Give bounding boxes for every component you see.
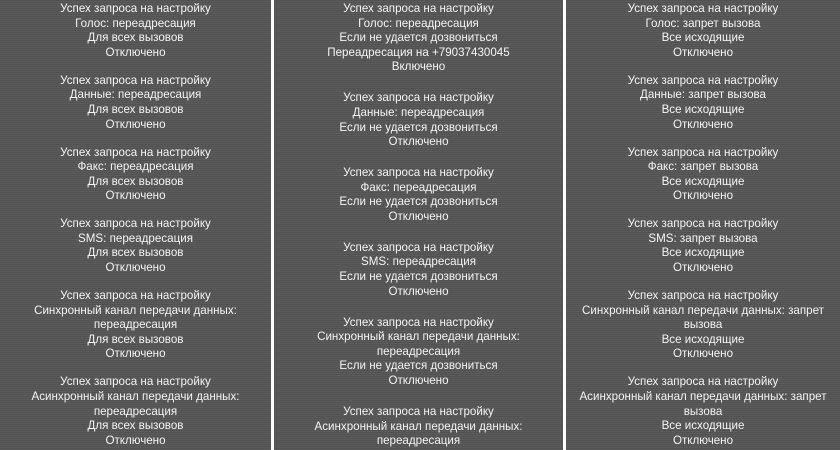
message-line: Успех запроса на настройку [343,2,494,15]
message-line: Включено [391,60,446,74]
message-line: Все исходящие [661,102,745,116]
message-line: Данные: запрет вызова [639,88,766,102]
message-line: Синхронный канал передачи данных: [317,330,520,344]
message-line: SMS: переадресация [361,255,476,269]
message-line: Успех запроса на настройку [343,315,494,329]
message-line: Отключено [388,135,449,149]
message-line: Отключено [672,261,734,275]
message-line: Для всех вызовов [87,31,184,45]
dialog-panel-call-barring [566,0,840,450]
message-line: Синхронный канал передачи данных: [34,303,237,317]
status-message [566,289,840,362]
message-list [274,2,563,450]
message-line: переадресация [376,344,461,358]
message-line: Для всех вызовов [87,246,184,260]
status-message [274,91,563,149]
message-line: Если не удается дозвониться [339,31,498,45]
message-line: Отключено [105,117,166,131]
message-line: Отключено [672,117,734,131]
message-line: Отключено [105,433,166,447]
status-message [0,375,271,448]
message-line: Отключено [105,45,166,59]
message-line: Для всех вызовов [87,174,184,188]
status-message [566,2,840,60]
message-line: Все исходящие [661,332,745,346]
message-line: Все исходящие [661,31,745,45]
status-message [566,375,840,448]
message-line: Отключено [105,347,166,361]
message-line: Все исходящие [661,246,745,260]
status-message [0,146,271,204]
message-line: Для всех вызовов [87,332,184,346]
message-line: Успех запроса на настройку [60,2,211,15]
message-line: Успех запроса на настройку [60,375,211,389]
status-message [274,2,563,75]
message-line: Синхронный канал передачи данных: запрет [582,303,824,317]
message-line: Если не удается дозвониться [339,359,498,373]
message-line: Данные: переадресация [352,105,485,119]
message-line: Успех запроса на настройку [343,91,494,105]
message-line: Отключено [388,284,449,298]
message-line: Успех запроса на настройку [60,73,211,87]
message-line: Все исходящие [661,419,745,433]
message-line: Успех запроса на настройку [627,375,779,389]
dialog-panel-forwarding-all-calls [0,0,271,450]
message-line: переадресация [376,434,461,448]
message-line: Факс: переадресация [360,180,477,194]
status-message [0,74,271,132]
message-line: Асинхронный канал передачи данных: [31,390,240,404]
message-line: Успех запроса на настройку [60,289,211,303]
message-line: SMS: запрет вызова [648,231,758,245]
message-line: Все исходящие [661,174,745,188]
status-message [274,241,563,299]
status-message [566,146,840,204]
message-line: Успех запроса на настройку [343,405,494,419]
message-line: Для всех вызовов [87,419,184,433]
message-line: Если не удается дозвониться [339,270,498,284]
status-message [274,316,563,389]
message-line: Голос: запрет вызова [645,16,761,30]
message-line: Переадресация на +79037430045 [327,45,510,59]
message-line: Отключено [105,261,166,275]
message-line: Отключено [672,347,734,361]
message-line: Успех запроса на настройку [627,2,779,15]
message-line: Успех запроса на настройку [343,166,494,180]
status-message [0,289,271,362]
message-line: Асинхронный канал передачи данных: [314,419,523,433]
message-line: Отключено [388,209,449,223]
status-message [0,2,271,60]
status-message [566,217,840,275]
message-line: Для всех вызовов [87,102,184,116]
message-line: Успех запроса на настройку [627,289,779,303]
message-list [0,2,271,450]
message-line: Успех запроса на настройку [627,145,779,159]
status-message [566,74,840,132]
message-line: Голос: переадресация [75,16,196,30]
message-line: вызова [683,318,723,332]
message-line: Успех запроса на настройку [343,240,494,254]
message-line: переадресация [93,318,178,332]
status-message [274,405,563,449]
message-line: переадресация [93,404,178,418]
message-line: Данные: переадресация [69,88,202,102]
message-line: Асинхронный канал передачи данных: запрет [579,390,827,404]
message-line: вызова [683,404,723,418]
message-line: Отключено [672,45,734,59]
message-line: Если не удается дозвониться [339,120,498,134]
message-line: Факс: запрет вызова [647,160,759,174]
message-line: Успех запроса на настройку [627,217,779,231]
message-line: Успех запроса на настройку [627,73,779,87]
status-message [0,217,271,275]
message-line: Успех запроса на настройку [60,145,211,159]
message-list [566,2,840,450]
message-line: Голос: переадресация [358,16,479,30]
message-line: Отключено [672,433,734,447]
message-line: Если не удается дозвониться [339,195,498,209]
message-line: Отключено [105,189,166,203]
message-line: Успех запроса на настройку [60,217,211,231]
message-line: Факс: переадресация [77,160,194,174]
message-line: Отключено [388,374,449,388]
message-line: Отключено [672,189,734,203]
dialog-panel-forwarding-unreachable [274,0,563,450]
message-line: SMS: переадресация [78,231,193,245]
status-message [274,166,563,224]
